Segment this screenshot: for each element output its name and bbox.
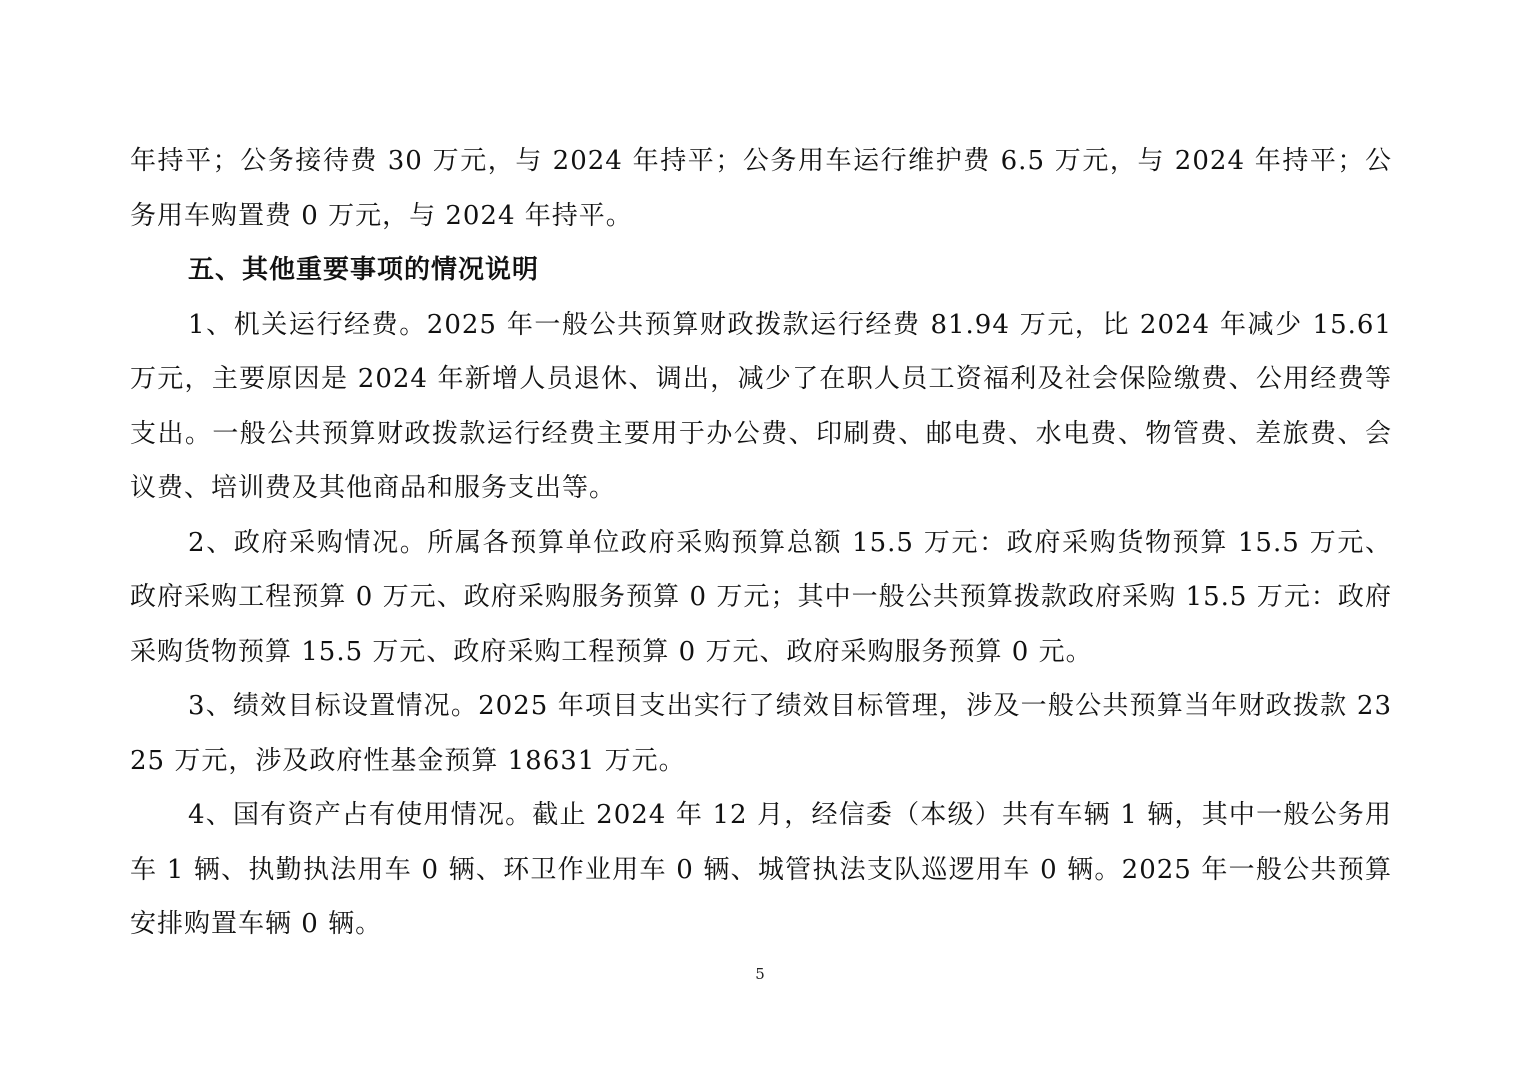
paragraph-continuation: 年持平；公务接待费 30 万元，与 2024 年持平；公务用车运行维护费 6.5 万元，与 2024 年持平；公务用车购置费 0 万元，与 2024 年持平。 [130,146,1392,231]
paragraph-state-assets: 4、国有资产占有使用情况。截止 2024 年 12 月，经信委（本级）共有车辆 1 辆，其中一般公务用车 1 辆、执勤执法用车 0 辆、环卫作业用车 0 辆、城管执法支队巡逻用车 0 辆。2025 年一般公共预算安排购置车辆 0 辆。 [130,800,1392,939]
page-number: 5 [755,965,765,983]
paragraph-performance-targets: 3、绩效目标设置情况。2025 年项目支出实行了绩效目标管理，涉及一般公共预算当年财政拨款 2325 万元，涉及政府性基金预算 18631 万元。 [130,691,1392,776]
document-body [130,134,1392,952]
section-heading: 五、其他重要事项的情况说明 [188,255,540,285]
paragraph-government-procurement: 2、政府采购情况。所属各预算单位政府采购预算总额 15.5 万元：政府采购货物预算 15.5 万元、政府采购工程预算 0 万元、政府采购服务预算 0 万元；其中一般公共预算拨款政府采购 15.5 万元：政府采购货物预算 15.5 万元、政府采购工程预算 0 万元、政府采购服务预算 0 元。 [130,527,1392,667]
paragraph-operating-expenses: 1、机关运行经费。2025 年一般公共预算财政拨款运行经费 81.94 万元，比 2024 年减少 15.61 万元，主要原因是 2024 年新增人员退休、调出，减少了在职人员工资福利及社会保险缴费、公用经费等支出。一般公共预算财政拨款运行经费主要用于办公费、印刷费、邮电费、水电费、物管费、差旅费、会议费、培训费及其他商品和服务支出等。 [130,309,1392,503]
